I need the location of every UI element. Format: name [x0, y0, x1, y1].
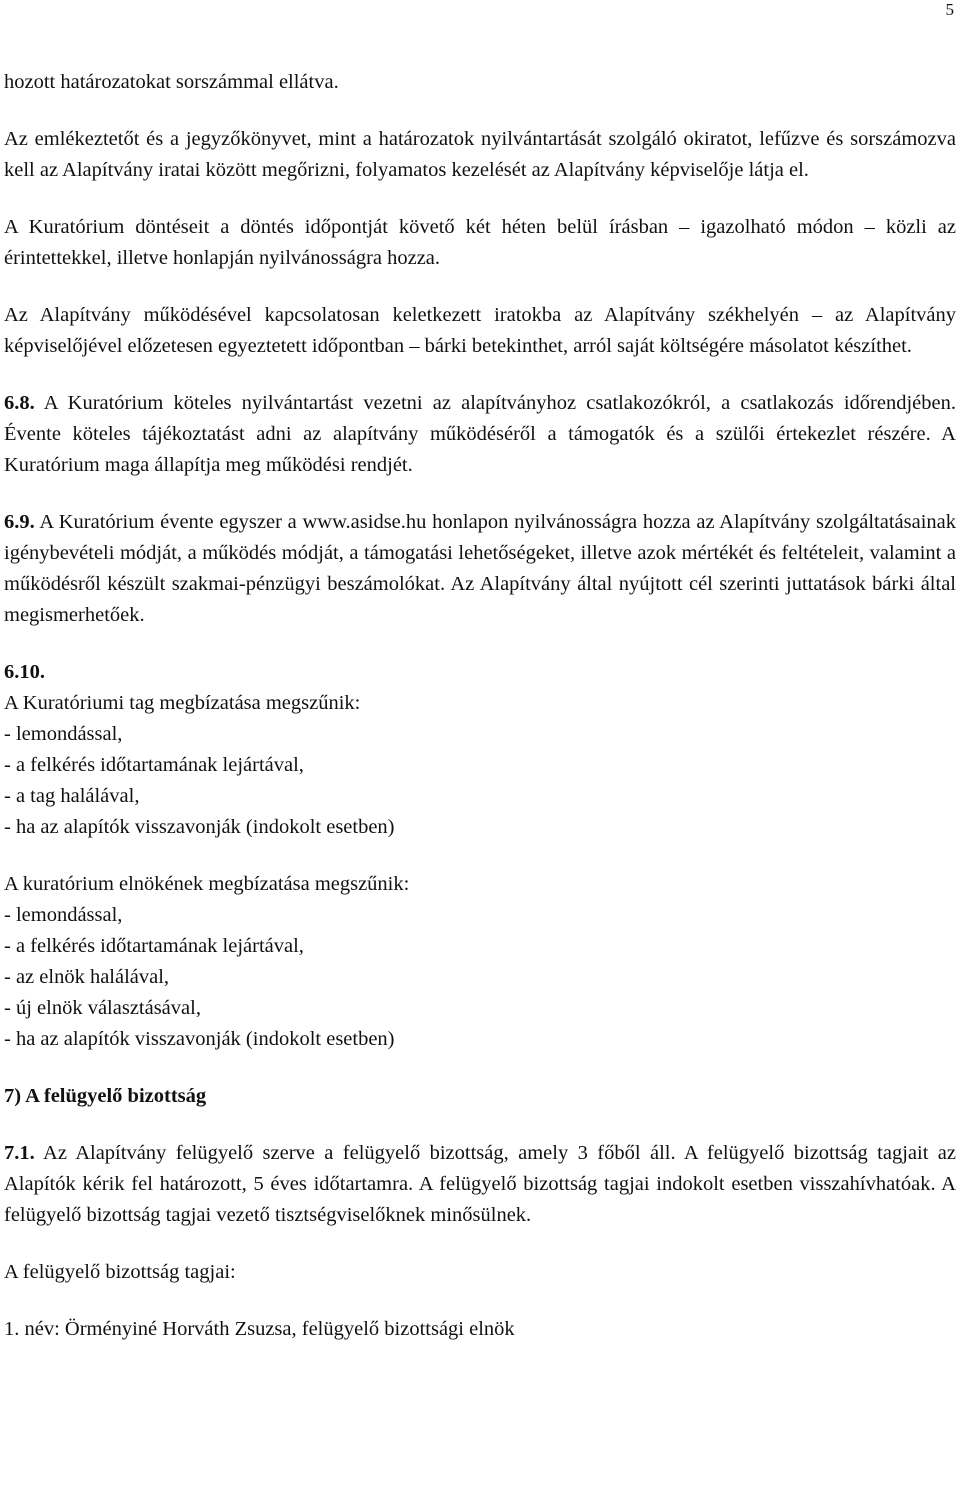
- section-7-title: 7) A felügyelő bizottság: [4, 1085, 207, 1107]
- section-6-8: [4, 388, 956, 481]
- list-heading: A kuratórium elnökének megbízatása megszűnik:: [4, 873, 410, 895]
- members-heading: A felügyelő bizottság tagjai:: [4, 1261, 236, 1283]
- document-body: [4, 67, 956, 1371]
- list-item: - lemondással,: [4, 723, 123, 745]
- paragraph-minutes-storage: Az emlékeztetőt és a jegyzőkönyvet, mint a határozatok nyilvántartását szolgáló okiratot, lefűzve és sorszámozva kell az Alapítvány iratai között megőrizni, folyamatos kezelését az Alapítvány képviselője látja el.: [4, 128, 956, 181]
- section-7-1: [4, 1138, 956, 1231]
- section-number: 7.1.: [4, 1142, 35, 1164]
- list-item: - a tag halálával,: [4, 785, 140, 807]
- chair-termination: [4, 869, 956, 1055]
- list-item: - lemondással,: [4, 904, 123, 926]
- section-text: Az Alapítvány felügyelő szerve a felügyelő bizottság, amely 3 főből áll. A felügyelő bizottság tagjait az Alapítók kérik fel határozott, 5 éves időtartamra. A felügyelő bizottság tagjai indokolt esetben visszahívhatóak. A felügyelő bizottság tagjai vezető tisztségviselőknek minősülnek.: [4, 1142, 956, 1226]
- list-item: - ha az alapítók visszavonják (indokolt esetben): [4, 816, 395, 838]
- section-number: 6.10.: [4, 661, 45, 683]
- section-6-10: [4, 657, 956, 843]
- paragraph-document-access: Az Alapítvány működésével kapcsolatosan keletkezett iratokba az Alapítvány székhelyén – az Alapítvány képviselőjével előzetesen egyeztetett időpontban – bárki betekinthet, arról saját költségére másolatot készíthet.: [4, 304, 956, 357]
- member-1: 1. név: Örményiné Horváth Zsuzsa, felügyelő bizottsági elnök: [4, 1318, 515, 1340]
- list-item: - ha az alapítók visszavonják (indokolt esetben): [4, 1028, 395, 1050]
- section-number: 6.9.: [4, 511, 35, 533]
- list-item: - az elnök halálával,: [4, 966, 170, 988]
- list-item: - a felkérés időtartamának lejártával,: [4, 754, 304, 776]
- section-text: A Kuratórium köteles nyilvántartást vezetni az alapítványhoz csatlakozókról, a csatlakozás időrendjében. Évente köteles tájékoztatást adni az alapítvány működéséről a támogatók és a szülői értekezlet részére. A Kuratórium maga állapítja meg működési rendjét.: [4, 392, 957, 476]
- section-number: 6.8.: [4, 392, 35, 414]
- page-number: 5: [945, 0, 954, 19]
- section-6-9: [4, 507, 956, 631]
- list-item: - új elnök választásával,: [4, 997, 201, 1019]
- paragraph-decision-notice: A Kuratórium döntéseit a döntés időpontját követő két héten belül írásban – igazolható módon – közli az érintettekkel, illetve honlapján nyilvánosságra hozza.: [4, 216, 956, 269]
- section-text: A Kuratórium évente egyszer a www.asidse.hu honlapon nyilvánosságra hozza az Alapítvány szolgáltatásainak igénybevételi módját, a működés módját, a támogatási lehetőségeket, illetve azok mértékét és feltételeit, valamint a működésről készült szakmai-pénzügyi beszámolókat. Az Alapítvány által nyújtott cél szerinti juttatások bárki által megismerhetőek.: [4, 511, 956, 626]
- list-heading: A Kuratóriumi tag megbízatása megszűnik:: [4, 692, 361, 714]
- list-item: - a felkérés időtartamának lejártával,: [4, 935, 304, 957]
- paragraph-continuation: hozott határozatokat sorszámmal ellátva.: [4, 71, 339, 93]
